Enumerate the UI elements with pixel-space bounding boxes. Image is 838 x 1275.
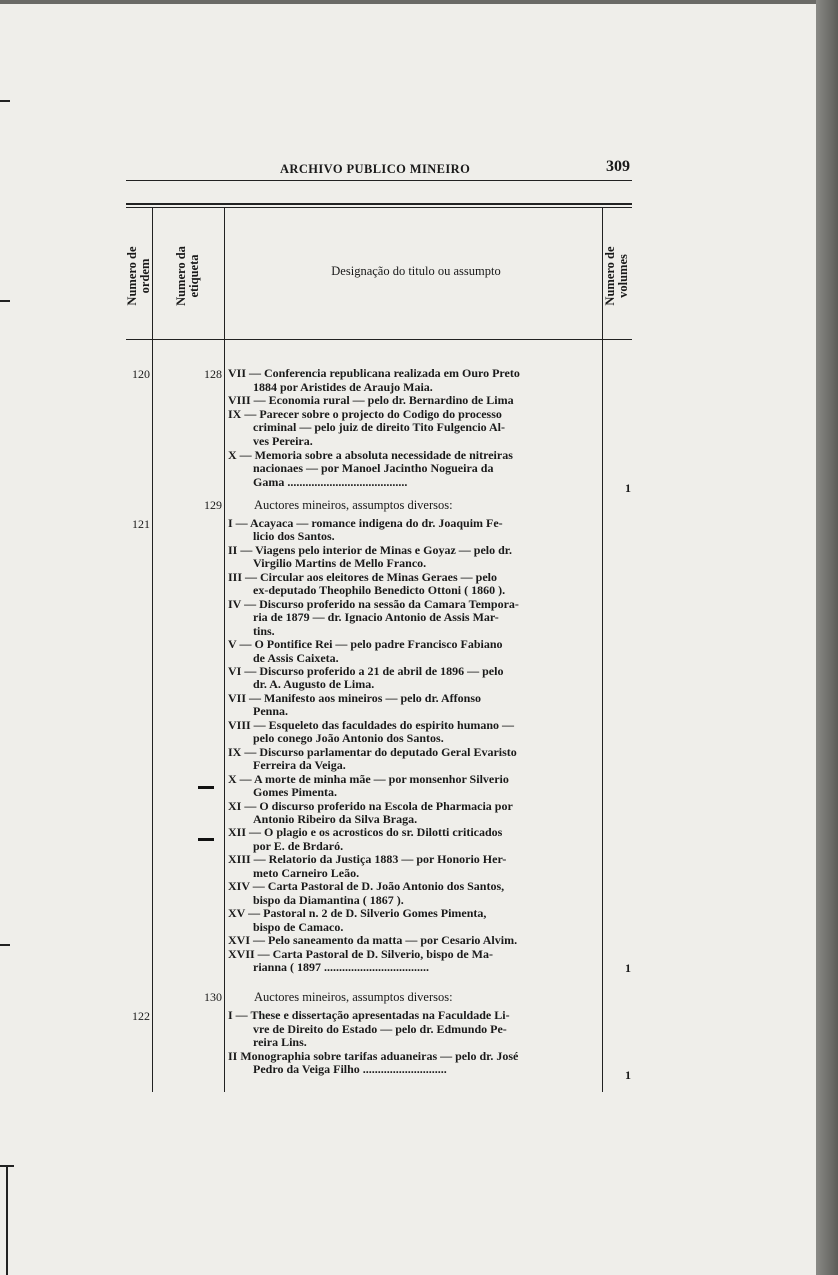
entry-line: de Assis Caixeta. <box>253 651 339 665</box>
entry-line: II Monographia sobre tarifas aduaneiras — pelo dr. José <box>228 1049 519 1063</box>
margin-mark <box>198 838 214 841</box>
row-volume-count: 1 <box>625 481 631 495</box>
entry-line: bispo da Diamantina ( 1867 ). <box>253 893 404 907</box>
column-header-titulo: Designação do titulo ou assumpto <box>331 264 501 278</box>
entry-line: pelo conego João Antonio dos Santos. <box>253 732 444 746</box>
entry-line: IV — Discurso proferido na sessão da Camara Tempora- <box>228 597 519 611</box>
row-volume-count: 1 <box>625 961 631 975</box>
entry-line: rianna ( 1897 ................................... <box>253 960 430 974</box>
entry-line: XII — O plagio e os acrosticos do sr. Dilotti criticados <box>228 826 503 840</box>
page-edge-shadow <box>816 0 838 1275</box>
entry-line: II — Viagens pelo interior de Minas e Goyaz — pelo dr. <box>228 543 513 557</box>
entry-line: bispo de Camaco. <box>253 920 344 934</box>
entry-line: I — These e dissertação apresentadas na Faculdade Li- <box>228 1009 510 1022</box>
entry-line: vre de Direito do Estado — pelo dr. Edmundo Pe- <box>253 1022 507 1036</box>
section-heading: Auctores mineiros, assumptos diversos: <box>254 990 453 1004</box>
entry-line: 1884 por Aristides de Araujo Maia. <box>253 380 433 394</box>
entry-line: VI — Discurso proferido a 21 de abril de 1896 — pelo <box>228 664 504 678</box>
entry-line: XVII — Carta Pastoral de D. Silverio, bispo de Ma- <box>228 947 493 961</box>
entry-line: XVI — Pelo saneamento da matta — por Cesario Alvim. <box>228 934 518 948</box>
binding-mark <box>0 944 10 946</box>
column-header-ordem: Numero de ordem <box>125 246 152 306</box>
entry-line: Gama ........................................ <box>253 475 408 489</box>
page-number: 309 <box>606 158 630 175</box>
entry-line: Gomes Pimenta. <box>253 786 337 800</box>
column-header-etiqueta: Numero da etiqueta <box>174 246 201 306</box>
entry-line: VII — Conferencia republicana realizada em Ouro Preto <box>228 367 520 380</box>
binding-mark <box>0 100 10 102</box>
column-divider <box>602 208 603 1092</box>
binding-mark <box>6 1165 8 1275</box>
entry-line: VIII — Economia rural — pelo dr. Bernardino de Lima <box>228 394 514 408</box>
entry-line: tins. <box>253 624 275 638</box>
row-etiqueta-number: 129 <box>204 498 222 512</box>
section-heading: Auctores mineiros, assumptos diversos: <box>254 498 453 512</box>
entry-line: Ferreira da Veiga. <box>253 759 346 773</box>
entry-line: ria de 1879 — dr. Ignacio Antonio de Assis Mar- <box>253 611 499 625</box>
entry-line: Penna. <box>253 705 289 719</box>
entry-line: por E. de Brdaró. <box>253 839 344 853</box>
entry-line: nacionaes — por Manoel Jacintho Nogueira da <box>253 462 494 476</box>
row-ordem-number: 120 <box>132 367 150 381</box>
column-divider <box>152 208 153 1092</box>
entry-line: X — A morte de minha mãe — por monsenhor Silverio <box>228 772 509 786</box>
binding-mark <box>0 300 10 302</box>
row-etiqueta-number: 130 <box>204 990 222 1004</box>
entry-line: XIII — Relatorio da Justiça 1883 — por Honorio Her- <box>228 853 507 867</box>
entry-line: dr. A. Augusto de Lima. <box>253 678 375 692</box>
row-entry-list <box>228 1009 600 1077</box>
column-header-volumes: Numero de volumes <box>603 246 630 306</box>
row-volume-count: 1 <box>625 1068 631 1082</box>
entry-line: III — Circular aos eleitores de Minas Geraes — pelo <box>228 570 497 584</box>
row-ordem-number: 122 <box>132 1009 150 1023</box>
row-etiqueta-number: 128 <box>204 367 222 381</box>
row-entry-list <box>228 517 600 974</box>
margin-mark <box>198 786 214 789</box>
entry-line: XIV — Carta Pastoral de D. João Antonio dos Santos, <box>228 880 505 894</box>
entry-line: Antonio Ribeiro da Silva Braga. <box>253 812 418 826</box>
entry-line: criminal — pelo juiz de direito Tito Fulgencio Al- <box>253 421 505 435</box>
running-title: ARCHIVO PUBLICO MINEIRO <box>280 162 471 176</box>
entry-line: licio dos Santos. <box>253 530 335 544</box>
entry-line: V — O Pontifice Rei — pelo padre Francisco Fabiano <box>228 638 503 652</box>
entry-line: meto Carneiro Leão. <box>253 866 360 880</box>
entry-line: IX — Parecer sobre o projecto do Codigo do processo <box>228 407 502 421</box>
entry-line: Virgilio Martins de Mello Franco. <box>253 557 427 571</box>
table-header-rule <box>126 339 632 340</box>
row-entry-list <box>228 367 600 489</box>
header-rule <box>126 180 632 181</box>
row-ordem-number: 121 <box>132 517 150 531</box>
entry-line: IX — Discurso parlamentar do deputado Geral Evaristo <box>228 745 517 759</box>
entry-line: XI — O discurso proferido na Escola de Pharmacia por <box>228 799 513 813</box>
table-top-rule <box>126 207 632 208</box>
entry-line: reira Lins. <box>253 1036 307 1050</box>
entry-line: X — Memoria sobre a absoluta necessidade de nitreiras <box>228 448 513 462</box>
entry-line: ves Pereira. <box>253 434 313 448</box>
entry-line: Pedro da Veiga Filho ............................ <box>253 1063 447 1077</box>
entry-line: XV — Pastoral n. 2 de D. Silverio Gomes Pimenta, <box>228 907 487 921</box>
entry-line: VIII — Esqueleto das faculdades do espirito humano — <box>228 718 515 732</box>
entry-line: ex-deputado Theophilo Benedicto Ottoni ( 1860 ). <box>253 584 506 598</box>
entry-line: VII — Manifesto aos mineiros — pelo dr. Affonso <box>228 691 482 705</box>
column-divider <box>224 208 225 1092</box>
table-top-rule <box>126 203 632 205</box>
entry-line: I — Acayaca — romance indigena do dr. Joaquim Fe- <box>228 517 503 530</box>
